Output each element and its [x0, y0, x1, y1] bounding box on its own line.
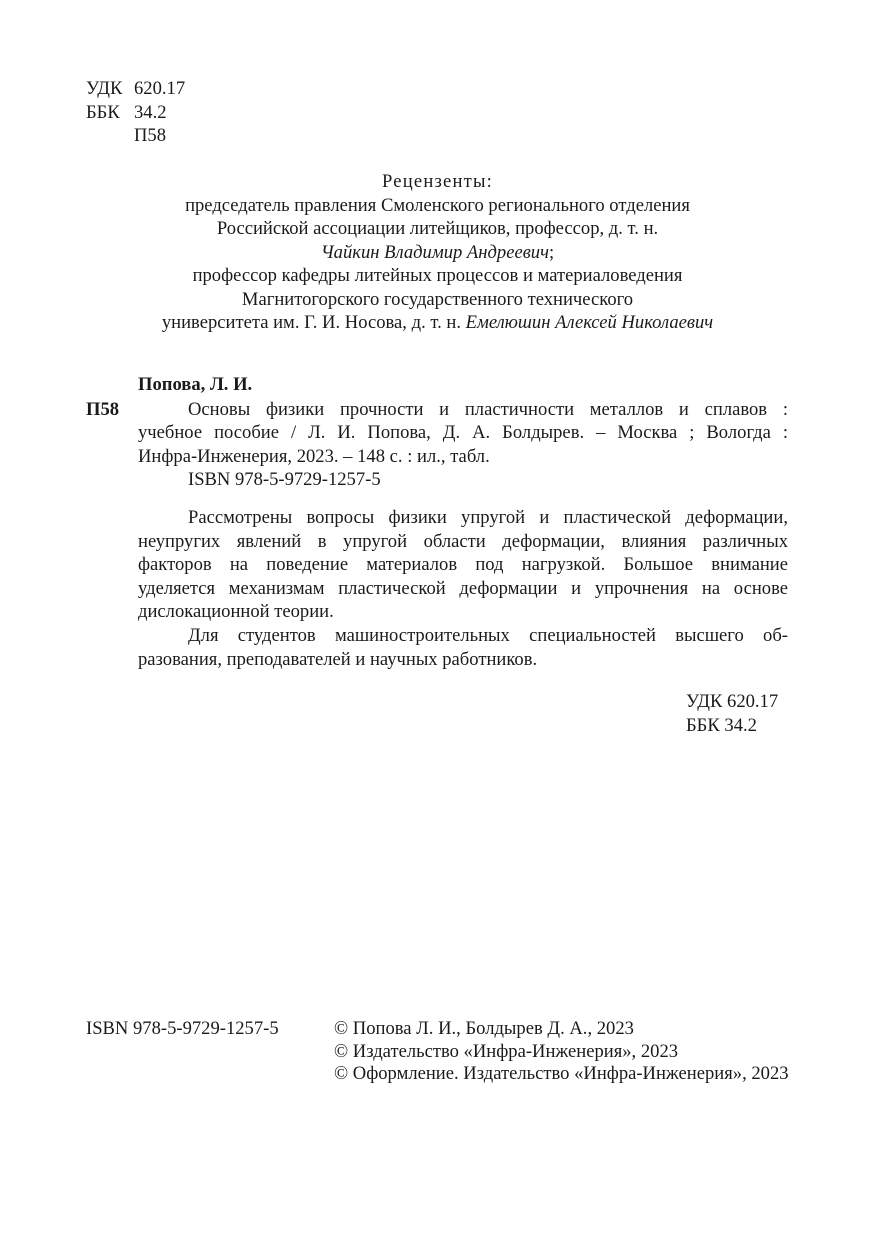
- annotation-p2-line-2: разования, преподавателей и научных работников.: [138, 649, 538, 670]
- reviewers-line-1: председатель правления Смоленского регионального отделения: [185, 195, 690, 216]
- annotation-p1-line-2: неупругих явлений в упругой области деформации, влияния различных: [138, 531, 788, 552]
- copyright-publisher: © Издательство «Инфра-Инженерия», 2023: [334, 1041, 679, 1062]
- catalog-mark: П58: [86, 399, 120, 420]
- annotation-p1-line-5: дислокационной теории.: [138, 601, 334, 622]
- reviewers-line-2: Российской ассоциации литейщиков, профессор, д. т. н.: [216, 218, 659, 239]
- copyright-design: © Оформление. Издательство «Инфра-Инженерия», 2023: [334, 1063, 789, 1084]
- catalog-line-1: Основы физики прочности и пластичности металлов и сплавов :: [188, 399, 788, 420]
- udk-line: [86, 77, 185, 101]
- bbk-label: ББК: [86, 102, 120, 123]
- reviewers-heading: Рецензенты:: [381, 171, 494, 192]
- annotation-p1-line-4: уделяется механизмам пластической деформации и упрочнения на основе: [138, 578, 788, 599]
- reviewers-line-3: [0, 241, 875, 265]
- bbk-value: 34.2: [134, 102, 167, 123]
- annotation-p1-line-3: факторов на поведение материалов под нагрузкой. Большое внимание: [138, 554, 788, 575]
- bottom-udk: УДК 620.17: [686, 691, 779, 712]
- reviewers-line-4: профессор кафедры литейных процессов и материаловедения: [192, 265, 683, 286]
- reviewer-1-separator: ;: [548, 242, 555, 263]
- catalog-line-2: учебное пособие / Л. И. Попова, Д. А. Болдырев. – Москва ; Вологда :: [138, 422, 788, 443]
- bbk-line: [86, 101, 167, 125]
- copyright-authors: © Попова Л. И., Болдырев Д. А., 2023: [334, 1018, 634, 1039]
- udk-label: УДК: [86, 78, 123, 99]
- catalog-author: Попова, Л. И.: [138, 374, 253, 395]
- annotation-p1-line-1: Рассмотрены вопросы физики упругой и пластической деформации,: [188, 507, 788, 528]
- catalog-isbn: ISBN 978-5-9729-1257-5: [188, 469, 381, 490]
- catalog-line-3: Инфра-Инженерия, 2023. – 148 с. : ил., табл.: [138, 446, 490, 467]
- bottom-bbk: ББК 34.2: [686, 715, 757, 736]
- reviewer-1-name: Чайкин Владимир Андреевич: [320, 242, 549, 263]
- udk-value: 620.17: [134, 78, 186, 99]
- reviewers-line-5: Магнитогорского государственного технического: [241, 289, 634, 310]
- footer-isbn: ISBN 978-5-9729-1257-5: [86, 1018, 279, 1039]
- author-mark: П58: [134, 125, 167, 146]
- annotation-p2-line-1: Для студентов машиностроительных специальностей высшего об-: [188, 625, 788, 646]
- reviewer-2-name: Емелюшин Алексей Николаевич: [465, 312, 714, 333]
- reviewers-line-6-prefix: университета им. Г. И. Носова, д. т. н.: [161, 312, 461, 333]
- reviewers-line-6: [0, 311, 875, 335]
